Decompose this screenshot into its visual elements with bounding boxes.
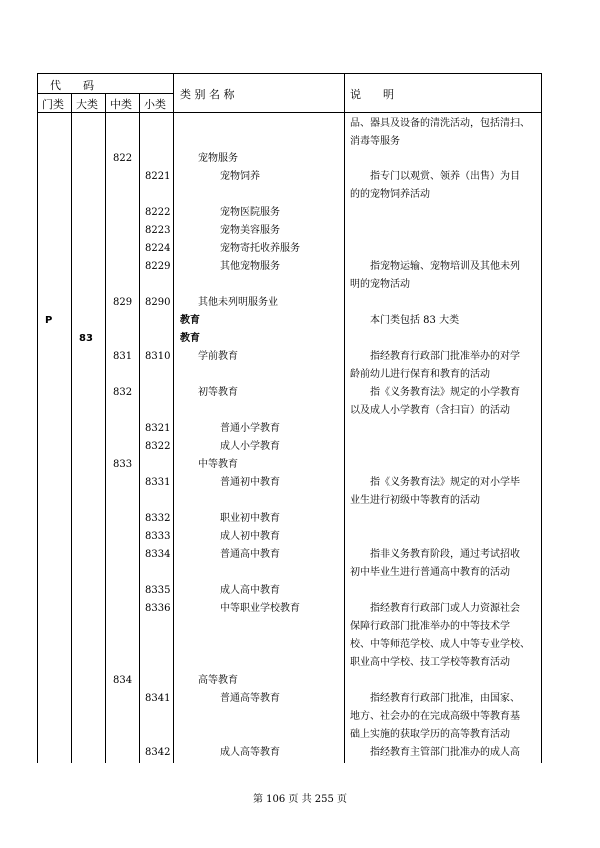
description-line: 龄前幼儿进行保育和教育的活动 bbox=[350, 369, 490, 380]
small-code: 8342 bbox=[145, 747, 171, 758]
description-line: 的的宠物饲养活动 bbox=[350, 189, 430, 200]
column-divider-5 bbox=[344, 73, 345, 763]
category-name: 其他宠物服务 bbox=[220, 261, 280, 272]
category-name: 普通初中教育 bbox=[220, 477, 280, 488]
category-name: 教育 bbox=[180, 315, 200, 326]
category-name: 初等教育 bbox=[198, 387, 238, 398]
small-code: 8221 bbox=[145, 171, 171, 182]
description-line: 础上实施的获取学历的高等教育活动 bbox=[350, 729, 510, 740]
category-name: 高等教育 bbox=[198, 675, 238, 686]
small-code: 8341 bbox=[145, 693, 171, 704]
small-code: 8335 bbox=[145, 585, 171, 596]
header-bottom-border bbox=[37, 112, 542, 113]
column-divider-3 bbox=[139, 93, 140, 763]
description-line: 指经教育行政部门或人力资源社会 bbox=[350, 603, 520, 614]
mid-code: 833 bbox=[113, 459, 133, 470]
description-line: 指经教育行政部门批准举办的对学 bbox=[350, 351, 520, 362]
description-line: 指《义务教育法》规定的对小学毕 bbox=[350, 477, 520, 488]
small-code: 8310 bbox=[145, 351, 171, 362]
header-col-mid: 中类 bbox=[110, 98, 132, 111]
header-col-desc: 说 明 bbox=[350, 88, 394, 101]
category-name: 普通高等教育 bbox=[220, 693, 280, 704]
description-line: 指经教育行政部门批准，由国家、 bbox=[350, 693, 520, 704]
column-divider-4 bbox=[173, 73, 174, 763]
column-divider-2 bbox=[105, 93, 106, 763]
description-line: 职业高中学校、技工学校等教育活动 bbox=[350, 657, 510, 668]
category-name: 教育 bbox=[180, 333, 200, 344]
big-code: 83 bbox=[79, 333, 93, 344]
small-code: 8336 bbox=[145, 603, 171, 614]
small-code: 8229 bbox=[145, 261, 171, 272]
description-line: 明的宠物活动 bbox=[350, 279, 410, 290]
category-name: 其他未列明服务业 bbox=[198, 297, 278, 308]
category-name: 普通高中教育 bbox=[220, 549, 280, 560]
description-line: 指专门以观赏、领养（出售）为目 bbox=[350, 171, 520, 182]
column-divider-1 bbox=[71, 93, 72, 763]
category-name: 成人小学教育 bbox=[220, 441, 280, 452]
description-line: 指宠物运输、宠物培训及其他未列 bbox=[350, 261, 520, 272]
mid-code: 829 bbox=[113, 297, 133, 308]
category-name: 普通小学教育 bbox=[220, 423, 280, 434]
description-line: 品、器具及设备的清洗活动，包括清扫、 bbox=[350, 118, 530, 129]
header-col-small: 小类 bbox=[144, 98, 166, 111]
category-name: 学前教育 bbox=[198, 351, 238, 362]
description-line: 以及成人小学教育（含扫盲）的活动 bbox=[350, 405, 510, 416]
description-line: 业生进行初级中等教育的活动 bbox=[350, 495, 480, 506]
header-col-big: 大类 bbox=[76, 98, 98, 111]
mid-code: 831 bbox=[113, 351, 133, 362]
small-code: 8224 bbox=[145, 243, 171, 254]
category-name: 宠物饲养 bbox=[220, 171, 260, 182]
description-line: 指经教育主管部门批准办的成人高 bbox=[350, 747, 520, 758]
description-line: 地方、社会办的在完成高级中等教育基 bbox=[350, 711, 520, 722]
mid-code: 822 bbox=[113, 153, 133, 164]
small-code: 8223 bbox=[145, 225, 171, 236]
small-code: 8322 bbox=[145, 441, 171, 452]
small-code: 8333 bbox=[145, 531, 171, 542]
small-code: 8331 bbox=[145, 477, 171, 488]
header-code-label: 代 码 bbox=[50, 79, 94, 92]
small-code: 8332 bbox=[145, 513, 171, 524]
category-name: 职业初中教育 bbox=[220, 513, 280, 524]
description-line: 本门类包括 83 大类 bbox=[350, 315, 460, 326]
mid-code: 834 bbox=[113, 675, 133, 686]
table-left-border bbox=[37, 73, 38, 763]
category-name: 成人高中教育 bbox=[220, 585, 280, 596]
description-line: 指非义务教育阶段，通过考试招收 bbox=[350, 549, 520, 560]
small-code: 8334 bbox=[145, 549, 171, 560]
description-line: 消毒等服务 bbox=[350, 136, 400, 147]
table-right-border bbox=[541, 73, 542, 763]
description-line: 校、中等师范学校、成人中等专业学校、 bbox=[350, 639, 530, 650]
category-name: 宠物寄托收养服务 bbox=[220, 243, 300, 254]
small-code: 8321 bbox=[145, 423, 171, 434]
description-line: 指《义务教育法》规定的小学教育 bbox=[350, 387, 520, 398]
description-line: 初中毕业生进行普通高中教育的活动 bbox=[350, 567, 510, 578]
category-name: 宠物服务 bbox=[198, 153, 238, 164]
page-footer: 第 106 页 共 255 页 bbox=[252, 794, 348, 805]
category-name: 中等职业学校教育 bbox=[220, 603, 300, 614]
category-name: 宠物医院服务 bbox=[220, 207, 280, 218]
category-name: 成人初中教育 bbox=[220, 531, 280, 542]
small-code: 8290 bbox=[145, 297, 171, 308]
header-col-name: 类 别 名 称 bbox=[180, 88, 235, 101]
major-code: P bbox=[45, 315, 53, 326]
category-name: 宠物美容服务 bbox=[220, 225, 280, 236]
table-top-border bbox=[37, 73, 542, 74]
small-code: 8222 bbox=[145, 207, 171, 218]
mid-code: 832 bbox=[113, 387, 133, 398]
category-name: 成人高等教育 bbox=[220, 747, 280, 758]
category-name: 中等教育 bbox=[198, 459, 238, 470]
header-col-major: 门类 bbox=[42, 98, 64, 111]
description-line: 保障行政部门批准举办的中等技术学 bbox=[350, 621, 510, 632]
